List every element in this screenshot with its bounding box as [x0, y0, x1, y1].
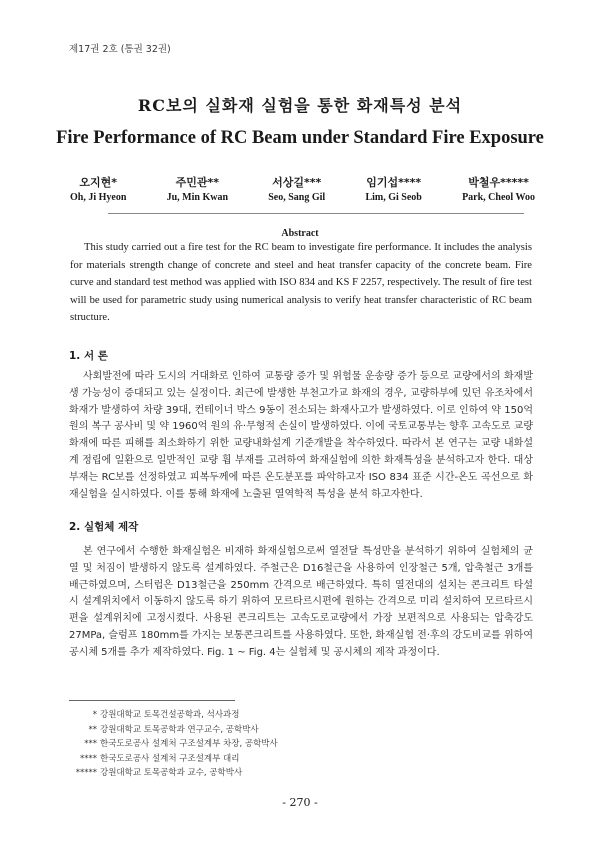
- page-number: - 270 -: [282, 796, 318, 809]
- section-heading-introduction: 1. 서 론: [69, 350, 108, 362]
- author: [167, 176, 228, 205]
- title-korean: RC보의 실화재 실험을 통한 화재특성 분석: [137, 96, 463, 115]
- footnote: [69, 752, 278, 767]
- author-name-korean: 임기섭****: [366, 176, 422, 189]
- footnote-mark: *: [92, 710, 97, 720]
- footnote-text: 강원대학교 토목건설공학과, 석사과정: [100, 710, 240, 720]
- footnote: [69, 723, 278, 738]
- footnote-text: 한국도로공사 설계처 구조설계부 대리: [100, 753, 240, 764]
- author-name-english: Lim, Gi Seob: [365, 192, 422, 203]
- author-name-korean: 오지현*: [79, 176, 118, 189]
- footnote-mark: *****: [75, 768, 97, 778]
- footnote: [69, 766, 278, 781]
- author: [70, 176, 126, 205]
- author-list: [70, 176, 535, 205]
- author-name-english: Park, Cheol Woo: [462, 192, 535, 203]
- author-name-korean: 박철우*****: [468, 176, 529, 189]
- section-body-introduction: 사회발전에 따라 도시의 거대화로 인하여 교통량 증가 및 위험물 운송량 증가 등으로 교량에서의 화재발생 가능성이 증대되고 있는 실정이다. 최근에 발생한 부천고가교 화재의 경우, 교량하부에 있던 유조차에서 화재가 발생하여 차량 39대, 컨테이너 박스 9동이 전소되는 화재사고가 발생하였다. 이로 인하여 약 150억 원의 복구 공사비 및 약 1960억 원의 유·무형적 손실이 발생하였다. 이에 국토교통부는 향후 고속도로 교량 화재에 따른 피해를 최소화하기 위한 교량내화설계 기준개발을 착수하였다. 따라서 본 연구는 교량 내화설계 정립에 일환으로 일반적인 교량 휨 부재를 고려하여 화재실험에 의한 화재특성을 분석하고자 한다. 대상 부재는 RC보를 선정하였고 피복두께에 따른 온도분포를 파악하고자 ISO 834 표준 시간-온도 곡선으로 화재실험을 실시하였다. 이를 통해 화재에 노출된 열역학적 특성을 분석 하고자한다.: [69, 371, 533, 500]
- abstract-heading: Abstract: [281, 228, 319, 239]
- author: [365, 176, 421, 205]
- footnote-text: 한국도로공사 설계처 구조설계부 차장, 공학박사: [100, 739, 278, 749]
- section-heading-specimen: 2. 실험체 제작: [69, 521, 139, 533]
- author-name-english: Oh, Ji Hyeon: [70, 192, 127, 203]
- footnote: [69, 737, 278, 752]
- divider: [108, 213, 524, 214]
- author: [268, 176, 325, 205]
- author-name-korean: 주민관**: [175, 176, 220, 189]
- footnote-text: 강원대학교 토목공학과 교수, 공학박사: [100, 768, 243, 778]
- author-name-english: Seo, Sang Gil: [268, 192, 326, 203]
- footnote-mark: ****: [80, 753, 97, 764]
- author: [462, 176, 535, 205]
- footnote: [69, 708, 278, 723]
- section-body-specimen: 본 연구에서 수행한 화재실험은 비재하 화재실험으로써 열전달 특성만을 분석하기 위하여 실험체의 균열 및 처짐이 발생하지 않도록 설계하였다. 주철근은 D16철근을 사용하여 인장철근 5개, 압축철근 3개를 배근하였으며, 스터럽은 D13철근을 250mm 간격으로 배근하였다. 특히 열전대의 설치는 콘크리트 타설시 설계위치에서 이동하지 않도록 하기 위하여 모르타르시편에 원하는 간격으로 미리 설치하여 모르타르시편을 설계위치에 고정시켰다. 사용된 콘크리트는 고속도로교량에서 가장 보편적으로 사용되는 압축강도 27MPa, 슬럼프 180mm를 가지는 보통콘크리트를 사용하였다. 또한, 화재실험 전·후의 강도비교를 위하여 공시체 5개를 추가 제작하였다. Fig. 1 ~ Fig. 4는 실험체 및 공시체의 제작 과정이다.: [69, 546, 533, 658]
- author-name-english: Ju, Min Kwan: [166, 192, 229, 203]
- author-name-korean: 서상길***: [272, 176, 322, 189]
- footnote-mark: **: [88, 724, 97, 735]
- footnote-text: 강원대학교 토목공학과 연구교수, 공학박사: [100, 724, 259, 735]
- footnotes: [69, 708, 278, 781]
- journal-issue-header: 제17권 2호 (통권 32권): [69, 44, 171, 55]
- footnote-mark: ***: [84, 739, 97, 749]
- abstract-text: This study carried out a fire test for the RC beam to investigate fire performance. It includes the analysis for materials strength change of concrete and steel and heat transfer capacity of the concrete beam. Fire curve and standard test method was applied with ISO 834 and KS F 2257, respectively. The result of fire test will be used for parametric study using numerical analysis to verify heat transfer characteristic of RC beam structure.: [70, 242, 532, 323]
- footnote-divider: [69, 700, 235, 701]
- title-english: Fire Performance of RC Beam under Standard Fire Exposure: [56, 128, 544, 148]
